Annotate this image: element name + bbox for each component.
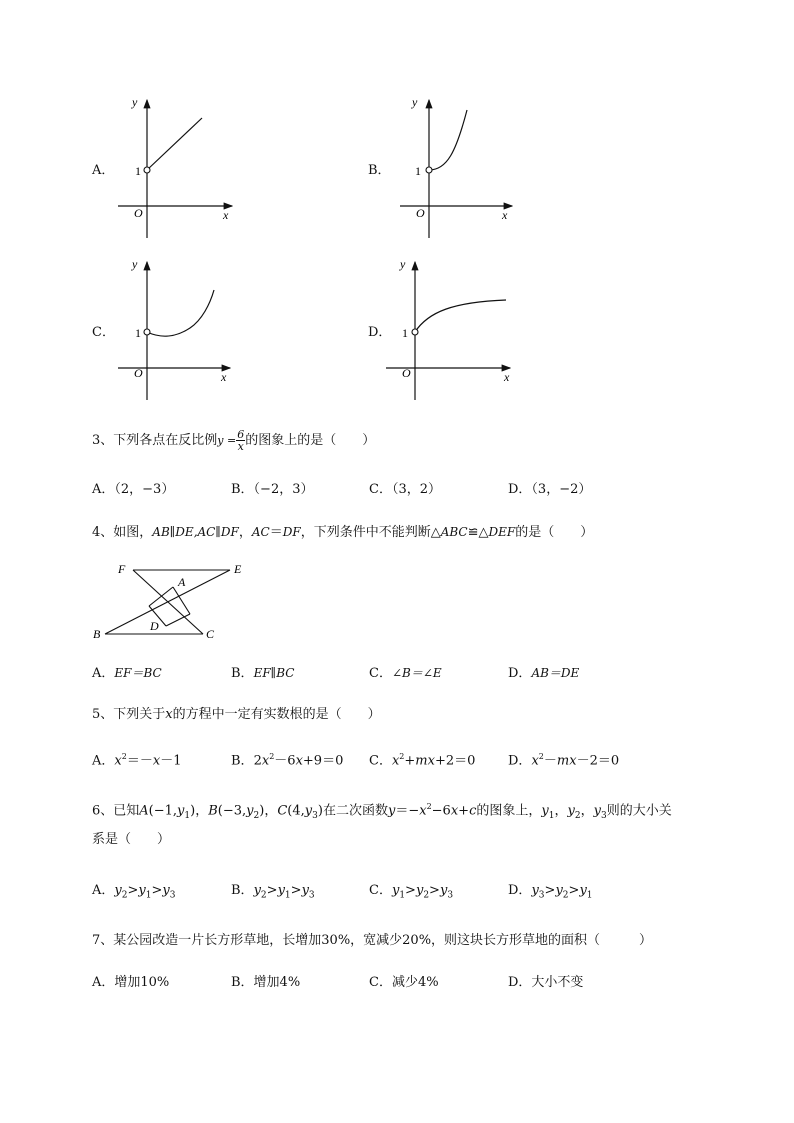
graph-b-letter: B．: [368, 163, 391, 178]
q7-option-b[interactable]: B．增加4%: [231, 975, 301, 990]
graph-d: [378, 254, 518, 404]
graph-b: [392, 92, 522, 242]
q4-option-a[interactable]: A．EF＝BC: [92, 666, 162, 681]
graph-d-origin: O: [402, 366, 411, 380]
graph-c-letter: C．: [92, 325, 115, 340]
graph-a-letter: A．: [92, 163, 115, 178]
graph-a: [110, 92, 240, 242]
graph-d-letter: D．: [368, 325, 392, 340]
q7-option-d[interactable]: D．大小不变: [508, 975, 584, 990]
q5-option-d[interactable]: D．$x^2-mx-2=0$: [508, 752, 620, 769]
q4-option-b[interactable]: B．EF∥BC: [231, 666, 295, 681]
graph-a-y-label: y: [132, 95, 138, 109]
question-6-line-1: 6、已知$A(-1,y_1)$，$B(-3,y_2)$，$C(4,y_3)$在二次函数$y=-x^2-6x+c$的图象上，$y_1$，$y_2$，$y_3$则的大小关: [92, 802, 672, 821]
graph-d-one: 1: [402, 326, 408, 340]
q4-label-f: F: [118, 562, 126, 576]
graph-c-y-label: y: [132, 257, 138, 271]
q6-option-b[interactable]: B．$y_2>y_1>y_3$: [231, 883, 315, 901]
q6-option-c[interactable]: C．$y_1>y_2>y_3$: [369, 883, 454, 901]
graph-c-origin: O: [134, 366, 143, 380]
graph-b-one: 1: [415, 164, 421, 178]
q4-figure: [88, 558, 258, 648]
q5-option-c[interactable]: C．$x^2+mx+2=0$: [369, 752, 476, 769]
question-6-line-2: 系是（ ）: [92, 832, 171, 847]
q3-option-b[interactable]: B．（−2，3）: [231, 482, 314, 497]
q6-option-d[interactable]: D．$y_3>y_2>y_1$: [508, 883, 593, 901]
q4-option-d[interactable]: D．AB＝DE: [508, 666, 580, 681]
graph-b-y-label: y: [412, 95, 418, 109]
graph-a-one: 1: [135, 164, 141, 178]
q4-label-a: A: [178, 575, 186, 589]
question-3: 3、下列各点在反比例y = $\frac{6}{x}$ 的图象上的是（ ）: [92, 428, 376, 453]
graph-d-y-label: y: [400, 257, 406, 271]
question-4: 4、如图，AB∥DE,AC∥DF，AC＝DF，下列条件中不能判断△ABC≌△DEF的是（ ）: [92, 525, 594, 540]
q4-label-c: C: [206, 627, 215, 641]
q7-option-a[interactable]: A．增加10%: [92, 975, 170, 990]
graph-c-one: 1: [135, 326, 141, 340]
q3-option-a[interactable]: A．（2，−3）: [92, 482, 175, 497]
q5-option-b[interactable]: B．$2x^2-6x+9=0$: [231, 752, 344, 769]
q5-option-a[interactable]: A．$x^2=-x-1$: [92, 752, 182, 769]
q3-option-d[interactable]: D．（3，−2）: [508, 482, 592, 497]
question-7: 7、某公园改造一片长方形草地，长增加30%，宽减少20%，则这块长方形草地的面积（ ）: [92, 933, 653, 948]
question-5: 5、下列关于x的方程中一定有实数根的是（ ）: [92, 707, 381, 722]
graph-b-origin: O: [416, 206, 425, 220]
q6-option-a[interactable]: A．$y_2>y_1>y_3$: [92, 883, 176, 901]
q4-label-b: B: [93, 627, 101, 641]
q4-option-c[interactable]: C．∠B＝∠E: [369, 666, 442, 681]
graph-d-x-label: x: [504, 370, 510, 384]
graph-c-x-label: x: [221, 370, 227, 384]
graph-b-x-label: x: [502, 208, 508, 222]
graph-c: [110, 254, 240, 404]
graph-a-origin: O: [134, 206, 143, 220]
q3-option-c[interactable]: C．（3，2）: [369, 482, 441, 497]
graph-a-x-label: x: [223, 208, 229, 222]
q4-label-e: E: [234, 562, 242, 576]
q4-label-d: D: [150, 619, 159, 633]
q7-option-c[interactable]: C．减少4%: [369, 975, 439, 990]
